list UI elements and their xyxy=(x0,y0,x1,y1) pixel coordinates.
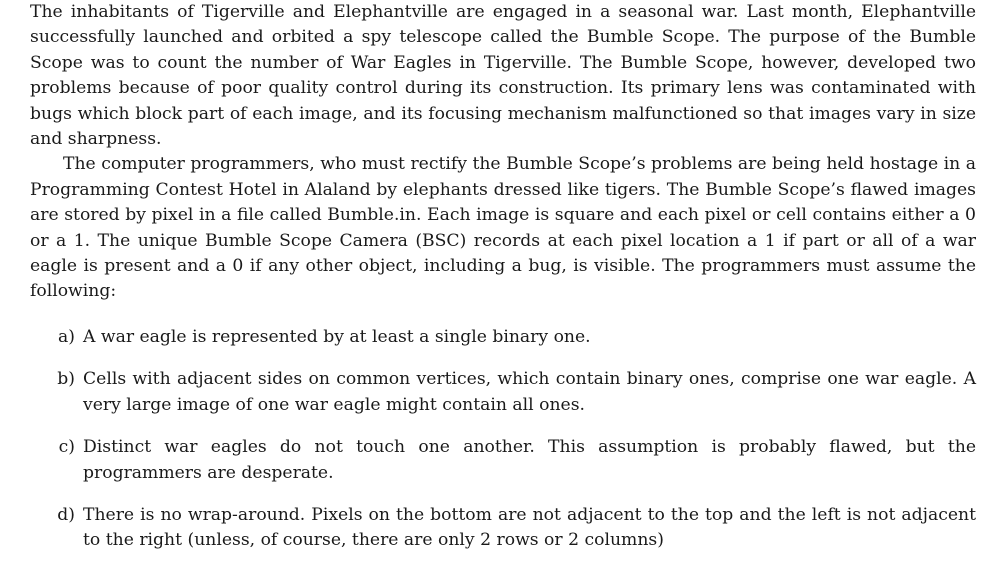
assumptions-list xyxy=(30,325,976,554)
assumption-marker: b) xyxy=(57,369,75,390)
assumption-item-a xyxy=(30,325,976,350)
document-body xyxy=(30,0,976,554)
assumption-item-b xyxy=(30,367,976,418)
assumption-text: A war eagle is represented by at least a single binary one. xyxy=(83,326,591,347)
assumption-text: Distinct war eagles do not touch one another. This assumption is probably flawed, but the programmers are desperate. xyxy=(83,437,976,483)
assumption-marker: c) xyxy=(58,437,75,458)
assumption-text: Cells with adjacent sides on common vertices, which contain binary ones, comprise one war eagle. A very large image of one war eagle might contain all ones. xyxy=(83,369,976,415)
assumption-marker: d) xyxy=(57,504,75,525)
assumption-item-c xyxy=(30,435,976,486)
assumption-text: There is no wrap-around. Pixels on the bottom are not adjacent to the top and the left is not adjacent to the right (unless, of course, there are only 2 rows or 2 columns) xyxy=(83,504,976,551)
intro-paragraph: The inhabitants of Tigerville and Elephantville are engaged in a seasonal war. Last month, Elephantville successfully launched and orbited a spy telescope called the Bumble Scope. The purpose of the Bumble Scope was to count the number of War Eagles in Tigerville. The Bumble Scope, however, developed two problems because of poor quality control during its construction. Its primary lens was contaminated with bugs which block part of each image, and its focusing mechanism malfunctioned so that images vary in size and sharpness. xyxy=(30,2,976,150)
assumption-item-d xyxy=(30,503,976,554)
programmers-paragraph: The computer programmers, who must rectify the Bumble Scope’s problems are being held hostage in a Programming Contest Hotel in Alaland by elephants dressed like tigers. The Bumble Scope’s flawed images are stored by pixel in a file called Bumble.in. Each image is square and each pixel or cell contains either a 0 or a 1. The unique Bumble Scope Camera (BSC) records at each pixel location a 1 if part or all of a war eagle is present and a 0 if any other object, including a bug, is visible. The programmers must assume the following: xyxy=(30,154,976,302)
assumption-marker: a) xyxy=(58,326,75,347)
